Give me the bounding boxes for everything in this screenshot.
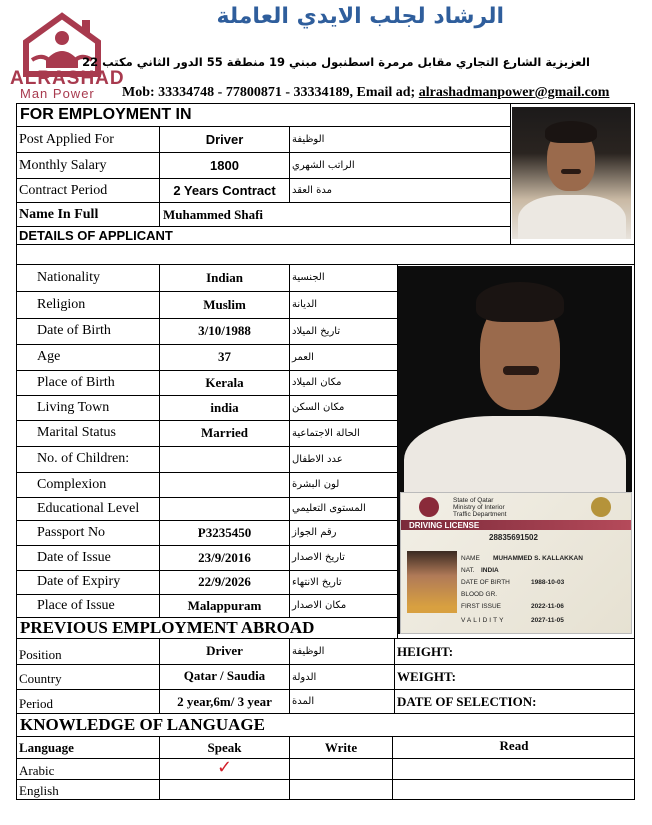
applicant-row-arabic: الجنسية [292,272,325,283]
prev-country-label: Country [19,671,62,686]
applicant-row-value: 22/9/2026 [198,574,251,589]
applicant-row-label: Date of Birth [37,323,111,338]
prev-country-value: Qatar / Saudia [183,668,266,683]
logo-subtitle: Man Power [20,86,95,101]
lang-row-english: English [19,782,59,798]
prev-period-arabic: المدة [292,696,315,707]
applicant-row-arabic: الديانة [292,299,318,310]
license-name-label: NAME [461,555,480,562]
applicant-row-arabic: الحالة الاجتماعية [292,427,360,439]
logo-name: ALRASHAD [10,68,125,89]
fullname-label: Name In Full [19,206,99,222]
arabic-address: العزيزية الشارع التجاري مقابل مرمرة اسطنبول مبني 19 منطقة 55 الدور الثاني مكتب 22 [82,55,590,69]
applicant-row-arabic: عدد الاطفال [292,453,343,465]
date-of-selection-label: DATE OF SELECTION: [397,693,537,709]
applicant-row-arabic: مكان الميلاد [292,377,342,388]
license-nat-label: NAT. [461,567,475,574]
applicant-row-arabic: تاريخ الانتهاء [292,576,342,588]
license-nat: INDIA [481,567,499,574]
salary-label: Monthly Salary [19,157,107,173]
lang-header-read: Read [499,737,529,753]
english-read [393,780,635,800]
applicant-row-label: Date of Issue [37,549,111,565]
applicant-row-value: Muslim [203,296,246,312]
license-dept: Traffic Department [453,511,507,518]
license-title: DRIVING LICENSE [409,521,480,530]
applicant-row-arabic: المستوى التعليمي [292,503,366,514]
applicant-row-label: Place of Birth [37,374,115,390]
english-speak [160,780,289,800]
prev-period-value: 2 year,6m/ 3 year [177,693,272,709]
arabic-read [393,759,635,779]
license-ministry: Ministry of Interior [453,504,505,511]
applicant-row-value: P3235450 [197,524,252,540]
applicant-row-value: 23/9/2016 [198,549,251,565]
applicant-row-label: Educational Level [37,500,140,516]
license-blood-label: BLOOD GR. [461,591,498,598]
applicant-row-value: Married [201,425,248,440]
license-name: MUHAMMED S. KALLAKKAN [493,555,583,562]
applicant-row-label: Living Town [37,399,110,415]
prev-position-value: Driver [206,643,243,658]
employment-section-title: FOR EMPLOYMENT IN [20,106,192,123]
applicant-row-label: Passport No [37,524,106,540]
license-state: State of Qatar [453,497,494,504]
arabic-speak-check-icon: ✓ [216,756,233,778]
contract-value: 2 Years Contract [173,183,276,198]
language-section-title: KNOWLEDGE OF LANGUAGE [20,715,265,734]
post-arabic: الوظيفة [292,134,325,145]
applicant-row-value [160,497,289,520]
applicant-row-value: Indian [206,269,243,285]
salary-value: 1800 [210,158,239,173]
contact-line [122,85,609,101]
applicant-row-arabic: مكان الاصدار [292,600,347,611]
post-value: Driver [205,132,244,147]
license-photo [407,551,457,613]
contact-phones: Mob: 33334748 - 77800871 - 33334189, Email ad; [122,85,419,100]
license-first-issue-label: FIRST ISSUE [461,603,501,610]
applicant-row-label: Nationality [37,269,100,285]
applicant-row-value: india [210,399,239,415]
prev-position-label: Position [19,647,62,662]
driving-license-card [400,492,632,634]
fullname-value: Muhammed Shafi [163,206,264,222]
contract-arabic: مدة العقد [292,185,332,196]
applicant-row-arabic: لون البشرة [292,479,340,490]
weight-label: WEIGHT: [397,669,456,684]
contract-label: Contract Period [19,182,108,198]
applicant-row-label: Age [37,349,61,364]
applicant-row-value: Malappuram [187,597,262,613]
applicant-photo-large [398,266,632,634]
applicant-row-arabic: العمر [292,351,314,363]
applicant-row-value: Kerala [205,374,244,390]
license-validity-label: VALIDITY [461,617,506,624]
contact-email[interactable]: alrashadmanpower@gmail.com [418,85,610,100]
applicant-row-value [160,446,289,472]
previous-section-title: PREVIOUS EMPLOYMENT ABROAD [20,618,315,637]
applicant-row-value [160,472,289,497]
license-first-issue: 2022-11-06 [531,603,564,610]
applicant-row-label: Complexion [37,476,107,492]
applicant-photo-small [512,107,631,239]
license-dob: 1988-10-03 [531,579,565,586]
license-dob-label: DATE OF BIRTH [461,579,510,586]
applicant-section-title: DETAILS OF APPLICANT [19,228,173,243]
license-validity: 2027-11-05 [531,617,564,624]
ministry-emblem-icon [591,497,611,517]
applicant-row-label: Place of Issue [37,597,115,613]
applicant-row-arabic: مكان السكن [292,402,345,413]
applicant-row-label: Marital Status [37,425,116,440]
height-label: HEIGHT: [397,643,454,659]
applicant-row-arabic: تاريخ الميلاد [292,325,341,337]
english-write [290,780,392,800]
lang-row-arabic: Arabic [19,763,55,778]
lang-header-speak: Speak [207,739,242,755]
license-number: 28835691502 [489,533,538,542]
applicant-row-label: Date of Expiry [37,574,121,589]
post-label: Post Applied For [19,131,114,147]
prev-position-arabic: الوظيفة [292,646,325,657]
arabic-write [290,759,392,779]
prev-country-arabic: الدولة [292,671,317,683]
applicant-row-arabic: رقم الجواز [292,527,337,538]
applicant-row-value: 3/10/1988 [198,323,251,338]
arabic-company-title: الرشاد لجلب الايدي العاملة [216,4,504,29]
lang-header-write: Write [324,739,358,755]
qatar-emblem-icon [419,497,439,517]
applicant-row-label: No. of Children: [37,451,130,466]
prev-period-label: Period [19,696,53,711]
applicant-row-arabic: تاريخ الاصدار [292,552,345,563]
applicant-row-label: Religion [37,296,86,312]
applicant-row-value: 37 [218,349,231,364]
salary-arabic: الراتب الشهري [292,160,355,171]
lang-header-language: Language [19,739,74,755]
